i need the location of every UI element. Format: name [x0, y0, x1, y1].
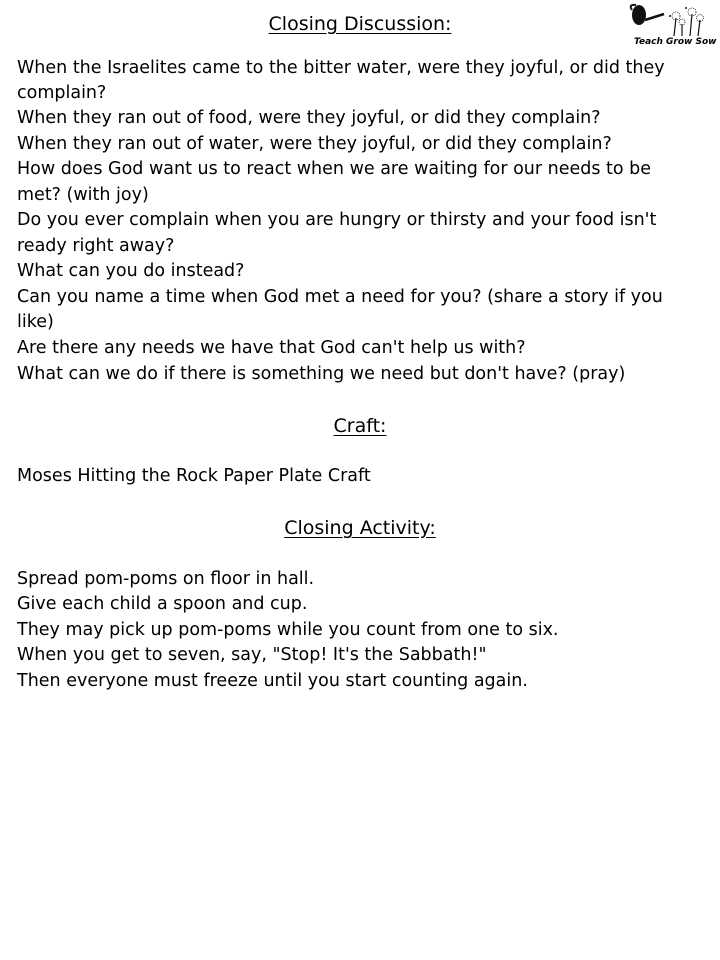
discussion-line: Do you ever complain when you are hungry or thirsty and your food isn't: [17, 210, 657, 230]
activity-line: When you get to seven, say, "Stop! It's the Sabbath!": [17, 645, 487, 665]
discussion-line: Are there any needs we have that God can't help us with?: [17, 338, 526, 358]
closing-activity-heading: Closing Activity:: [284, 517, 436, 539]
discussion-line: When they ran out of water, were they joyful, or did they complain?: [17, 134, 612, 154]
discussion-line: What can you do instead?: [17, 261, 245, 281]
discussion-line: When the Israelites came to the bitter water, were they joyful, or did they: [17, 58, 665, 78]
discussion-line: ready right away?: [17, 236, 175, 256]
logo-text: Teach Grow Sow: [634, 37, 717, 47]
discussion-line: like): [17, 312, 54, 332]
discussion-line: complain?: [17, 83, 107, 103]
discussion-line: What can we do if there is something we need but don't have? (pray): [17, 364, 626, 384]
craft-heading: Craft:: [333, 415, 387, 437]
activity-line: Then everyone must freeze until you start counting again.: [17, 671, 528, 691]
discussion-line: met? (with joy): [17, 185, 149, 205]
closing-discussion-heading: Closing Discussion:: [268, 13, 452, 35]
discussion-line: Can you name a time when God met a need for you? (share a story if you: [17, 287, 663, 307]
activity-line: Give each child a spoon and cup.: [17, 594, 308, 614]
craft-line: Moses Hitting the Rock Paper Plate Craft: [17, 466, 371, 486]
discussion-line: When they ran out of food, were they joyful, or did they complain?: [17, 108, 601, 128]
activity-line: They may pick up pom-poms while you count from one to six.: [17, 620, 559, 640]
discussion-line: How does God want us to react when we are waiting for our needs to be: [17, 159, 652, 179]
activity-line: Spread pom-poms on floor in hall.: [17, 569, 315, 589]
